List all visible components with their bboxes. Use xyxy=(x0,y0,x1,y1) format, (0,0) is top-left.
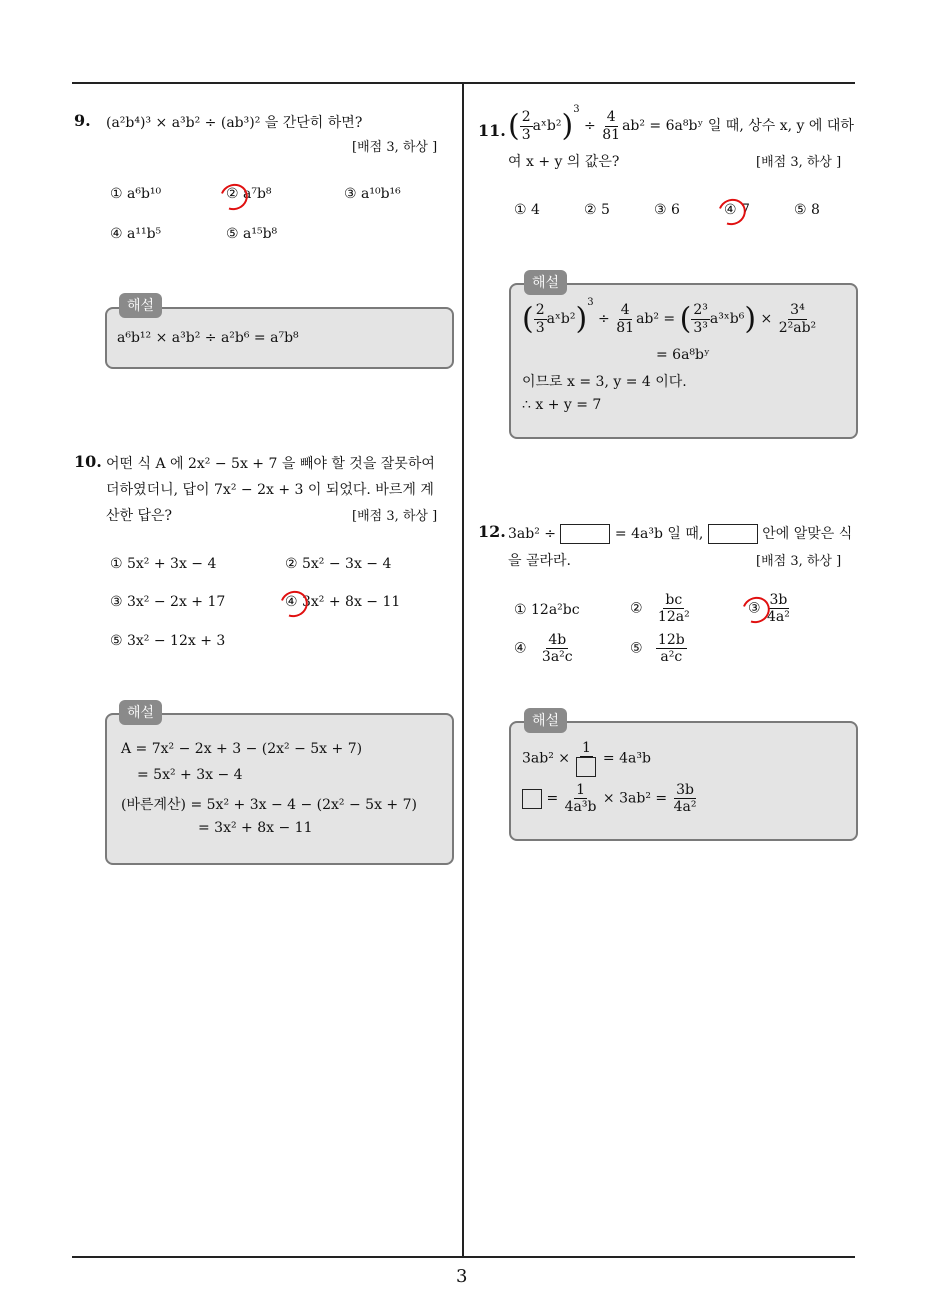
q12-solution-label: 해설 xyxy=(524,708,567,733)
q9-solution-line: a⁶b¹² × a³b² ÷ a²b⁶ = a⁷b⁸ xyxy=(117,330,299,346)
q11-sol-fraction-4: $\frac{\text{3⁴}}{\text{2²ab²}}$ xyxy=(778,302,817,336)
q11-solution-line2: = 6a⁸bʸ xyxy=(656,347,710,363)
top-rule xyxy=(72,82,855,84)
q11-sol-fraction-1: $\frac{2}{3}$ xyxy=(535,302,545,336)
q11-choice-1[interactable]: ① 4 xyxy=(514,202,540,218)
q11-solution-label: 해설 xyxy=(524,270,567,295)
q10-choice-2[interactable]: ② 5x² − 3x − 4 xyxy=(285,556,392,572)
q11-question-line1: ( $\frac{2}{3}$ aˣb²)$^3$ ÷ $\frac{4}{81}$ ab² = 6a⁸bʸ 일 때, 상수 x, y 에 대하 xyxy=(508,104,854,144)
q12-number: 12. xyxy=(478,522,506,541)
q12-blank-box xyxy=(560,524,610,544)
column-divider xyxy=(462,82,464,1257)
q9-choice-1[interactable]: ① a⁶b¹⁰ xyxy=(110,186,162,202)
q10-solution-line2: = 5x² + 3x − 4 xyxy=(137,767,243,783)
q12-choice-4[interactable]: ④ $\frac{4b}{\text{3a²c}}$ xyxy=(514,632,573,666)
bottom-rule xyxy=(72,1256,855,1258)
q12-solution-line2: = $\frac{1}{\text{4a³b}}$ × 3ab² = $\frac{3b}{\text{4a²}}$ xyxy=(522,782,698,815)
q12-sol-fraction-1: 1 xyxy=(574,740,598,777)
q11-fraction-1: $\frac{2}{3}$ xyxy=(521,109,531,143)
q11-choice-3[interactable]: ③ 6 xyxy=(654,202,680,218)
q12-score: [배점 3, 하상 ] xyxy=(756,554,842,569)
q11-solution-line4: ∴ x + y = 7 xyxy=(522,397,602,413)
q11-answer-mark xyxy=(714,194,750,229)
q10-question-line3: 산한 답은? xyxy=(106,508,173,524)
q10-solution-line4: = 3x² + 8x − 11 xyxy=(198,820,313,836)
q10-solution-box xyxy=(105,713,454,865)
q12-question-line2: 을 골라라. xyxy=(508,553,571,569)
q10-question-line1: 어떤 식 A 에 2x² − 5x + 7 을 빼야 할 것을 잘못하여 xyxy=(106,456,435,472)
q11-fraction-2: $\frac{4}{81}$ xyxy=(602,109,621,143)
q12-choice-3[interactable]: ③ $\frac{3b}{\text{4a²}}$ xyxy=(748,592,790,626)
q11-choice-2[interactable]: ② 5 xyxy=(584,202,610,218)
q12-choice-1[interactable]: ① 12a²bc xyxy=(514,602,580,618)
q9-solution-label: 해설 xyxy=(119,293,162,318)
q11-solution-line1: ( $\frac{2}{3}$ aˣb²)$^3$ ÷ $\frac{4}{81}$ ab² = ( $\frac{\text{2³}}{\text{3³}}$ a³ˣb⁶) × $\frac{\text{3⁴}}{\text{2²ab²}}$ xyxy=(522,297,817,337)
q9-question: (a²b⁴)³ × a³b² ÷ (ab³)² 을 간단히 하면? xyxy=(106,115,363,131)
q9-choice-2[interactable]: ② a⁷b⁸ xyxy=(226,186,272,202)
q10-score: [배점 3, 하상 ] xyxy=(352,509,438,524)
q11-sol-fraction-2: $\frac{4}{81}$ xyxy=(616,302,635,336)
q10-answer-mark xyxy=(276,586,312,621)
q12-sol-blank-1 xyxy=(576,757,596,777)
q10-solution-line1: A = 7x² − 2x + 3 − (2x² − 5x + 7) xyxy=(121,741,363,757)
q12-choice-5[interactable]: ⑤ $\frac{12b}{\text{a²c}}$ xyxy=(630,632,685,666)
q12-choice-2[interactable]: ② $\frac{bc}{\text{12a²}}$ xyxy=(630,592,690,626)
q9-answer-mark xyxy=(216,179,252,214)
q9-number: 9. xyxy=(74,111,91,130)
q11-question-line2: 여 x + y 의 값은? xyxy=(508,154,620,170)
q10-choice-5[interactable]: ⑤ 3x² − 12x + 3 xyxy=(110,633,226,649)
q9-choice-5[interactable]: ⑤ a¹⁵b⁸ xyxy=(226,226,278,242)
q12-sol-fraction-3: $\frac{3b}{\text{4a²}}$ xyxy=(673,782,697,816)
q12-blank-box-2 xyxy=(708,524,758,544)
q10-choice-3[interactable]: ③ 3x² − 2x + 17 xyxy=(110,594,226,610)
q10-choice-4[interactable]: ④ 3x² + 8x − 11 xyxy=(285,594,401,610)
q12-solution-line1: 3ab² × 1 = 4a³b xyxy=(522,740,651,777)
page-number: 3 xyxy=(456,1266,468,1287)
q11-choice-5[interactable]: ⑤ 8 xyxy=(794,202,820,218)
q11-sol-fraction-3: $\frac{\text{2³}}{\text{3³}}$ xyxy=(693,302,708,336)
q11-score: [배점 3, 하상 ] xyxy=(756,155,842,170)
q12-question-line1: 3ab² ÷ = 4a³b 일 때, 안에 알맞은 식 xyxy=(508,526,853,542)
q11-solution-line3: 이므로 x = 3, y = 4 이다. xyxy=(522,374,687,390)
q12-solution-box xyxy=(509,721,858,841)
q12-sol-blank-2 xyxy=(522,789,542,809)
q10-solution-label: 해설 xyxy=(119,700,162,725)
q9-score: [배점 3, 하상 ] xyxy=(352,140,438,155)
q10-number: 10. xyxy=(74,452,102,471)
q10-solution-line3: (바른계산) = 5x² + 3x − 4 − (2x² − 5x + 7) xyxy=(121,797,417,813)
q11-number: 11. xyxy=(478,121,506,140)
q10-question-line2: 더하였더니, 답이 7x² − 2x + 3 이 되었다. 바르게 계 xyxy=(106,482,434,498)
q10-choice-1[interactable]: ① 5x² + 3x − 4 xyxy=(110,556,217,572)
q11-choice-4[interactable]: ④ 7 xyxy=(724,202,750,218)
q9-choice-4[interactable]: ④ a¹¹b⁵ xyxy=(110,226,162,242)
q12-sol-fraction-2: $\frac{1}{\text{4a³b}}$ xyxy=(564,782,597,816)
q9-choice-3[interactable]: ③ a¹⁰b¹⁶ xyxy=(344,186,401,202)
